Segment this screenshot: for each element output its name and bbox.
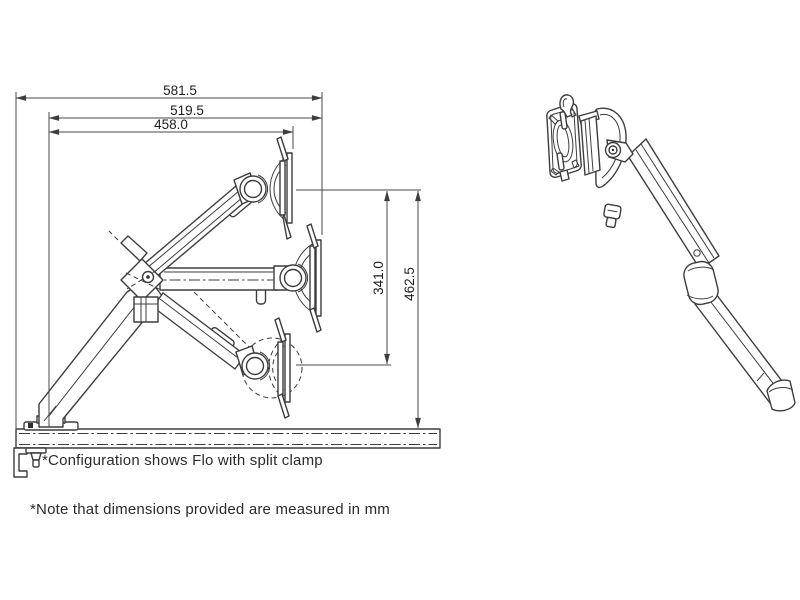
vesa-plate	[547, 95, 582, 181]
arm-position-high	[144, 137, 292, 277]
dim-height-outer	[402, 191, 418, 428]
mounting-post	[767, 380, 795, 411]
dim-width-inner	[49, 117, 293, 132]
upper-arm	[628, 139, 719, 269]
front-view	[14, 83, 440, 477]
note-configuration: *Configuration shows Flo with split clamp	[42, 452, 323, 469]
monitor-plate-mid	[274, 224, 321, 332]
dim-width-outer	[16, 83, 322, 98]
dim-width-inner-label: 458.0	[154, 117, 188, 132]
elbow-joint	[681, 259, 720, 307]
note-units: *Note that dimensions provided are measured in mm	[30, 501, 390, 518]
dim-width-mid-label: 519.5	[170, 103, 204, 118]
perspective-view	[547, 95, 795, 411]
desk-surface	[16, 429, 440, 448]
dim-height-inner	[371, 191, 387, 364]
dim-width-outer-label: 581.5	[163, 83, 197, 98]
monitor-plate-low	[236, 318, 290, 418]
monitor-plate-high	[234, 137, 292, 239]
arm-head	[579, 108, 633, 187]
cable-clip	[602, 204, 622, 228]
dim-height-inner-label: 341.0	[371, 261, 386, 295]
dim-width-mid	[49, 103, 322, 118]
dim-height-outer-label: 462.5	[402, 267, 417, 301]
